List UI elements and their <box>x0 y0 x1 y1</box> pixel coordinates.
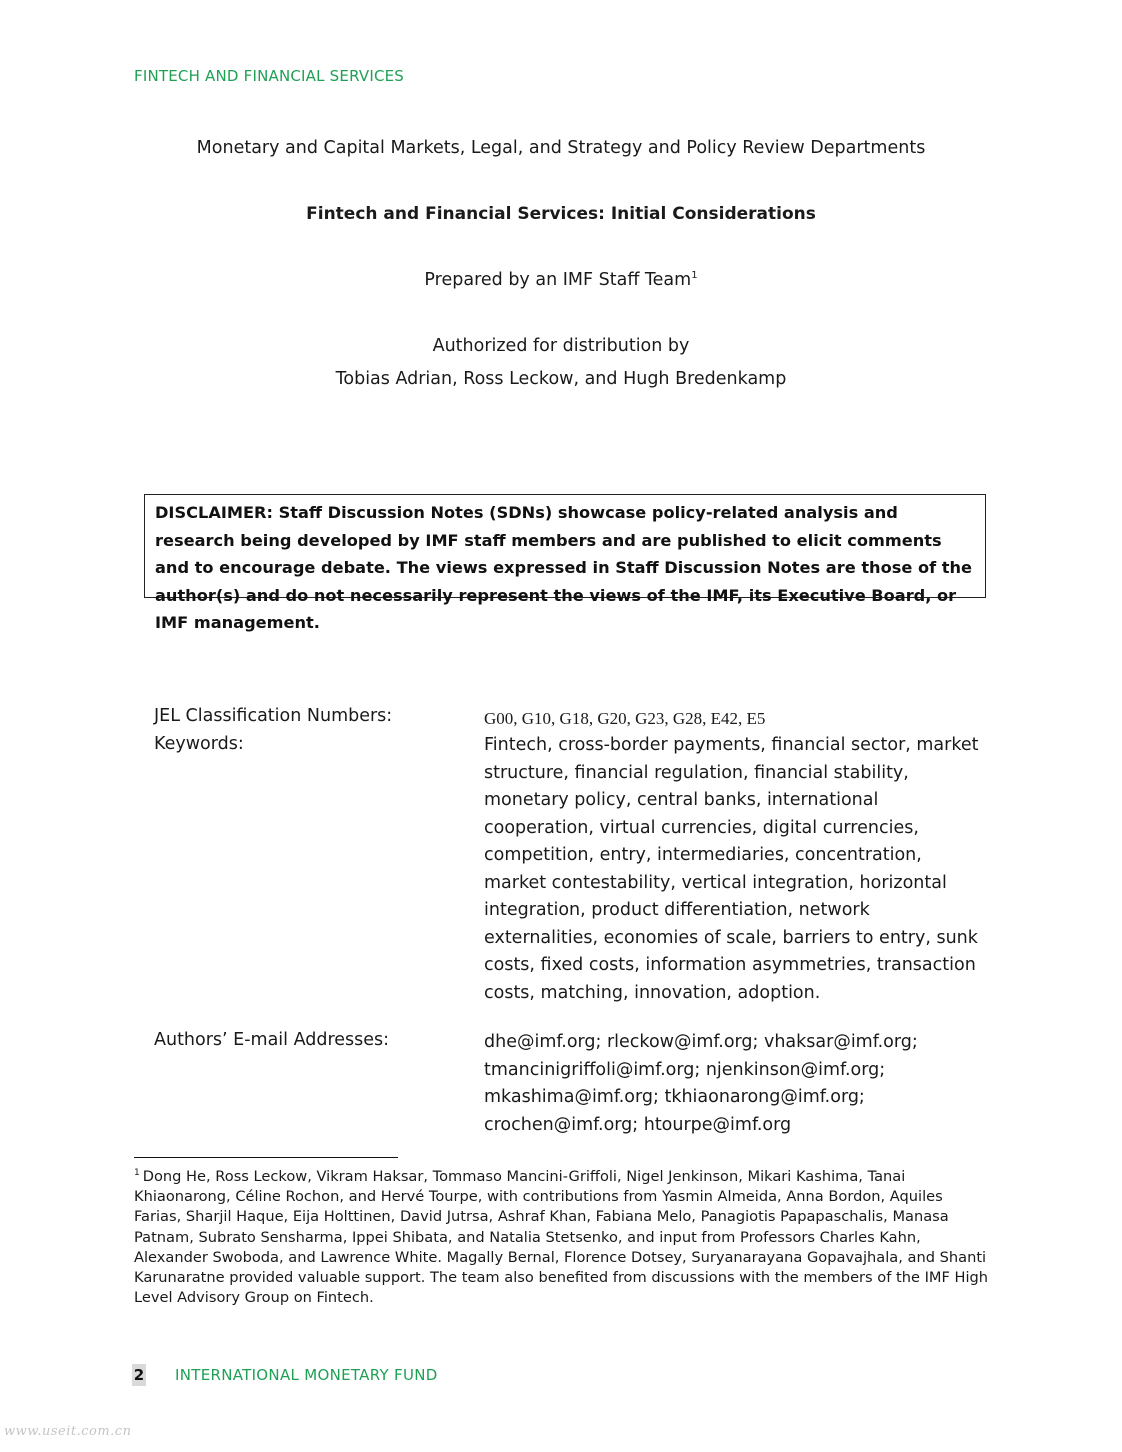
keywords-value: Fintech, cross-border payments, financial sector, market structure, financial regulation, financial stability, monetary policy, central banks, international cooperation, virtual currencies, digital currencies, competition, entry, intermediaries, concentration, market contestability, vertical integration, horizontal integration, product differentiation, network externalities, economies of scale, barriers to entry, sunk costs, fixed costs, information asymmetries, transaction costs, matching, innovation, adoption. <box>484 735 979 1003</box>
footer-organization: INTERNATIONAL MONETARY FUND <box>175 1366 438 1384</box>
running-head: FINTECH AND FINANCIAL SERVICES <box>134 67 405 85</box>
jel-value: G00, G10, G18, G20, G23, G28, E42, E5 <box>484 709 766 728</box>
disclaimer-box: DISCLAIMER: Staff Discussion Notes (SDNs) showcase policy-related analysis and research being developed by IMF staff members and are published to elicit comments and to encourage debate. The views expressed in Staff Discussion Notes are those of the author(s) and do not necessarily represent the views of the IMF, its Executive Board, or IMF management. <box>144 494 986 598</box>
authorized-line: Authorized for distribution by <box>432 336 690 356</box>
footnote-divider <box>134 1157 398 1158</box>
watermark: www.useit.com.cn <box>4 1424 132 1439</box>
departments-line: Monetary and Capital Markets, Legal, and Strategy and Policy Review Departments <box>196 138 926 158</box>
authorizers-line: Tobias Adrian, Ross Leckow, and Hugh Bredenkamp <box>335 369 787 389</box>
footnote-mark: 1 <box>134 1168 140 1179</box>
prepared-by-line <box>0 270 1122 290</box>
keywords-label: Keywords: <box>154 734 244 754</box>
page-number: 2 <box>133 1366 145 1384</box>
jel-label: JEL Classification Numbers: <box>154 706 393 726</box>
document-title: Fintech and Financial Services: Initial Considerations <box>306 204 816 224</box>
footnote <box>134 1167 990 1308</box>
prepared-by-text: Prepared by an IMF Staff Team <box>424 270 692 290</box>
footnote-reference: 1 <box>691 270 698 282</box>
emails-label: Authors’ E-mail Addresses: <box>154 1030 390 1050</box>
footnote-text: Dong He, Ross Leckow, Vikram Haksar, Tommaso Mancini-Griffoli, Nigel Jenkinson, Mikari Kashima, Tanai Khiaonarong, Céline Rochon, and Hervé Tourpe, with contributions from Yasmin Almeida, Anna Bordon, Aquiles Farias, Sharjil Haque, Eija Holttinen, David Jutrsa, Ashraf Khan, Fabiana Melo, Panagiotis Papapaschalis, Manasa Patnam, Subrato Sensharma, Ippei Shibata, and Natalia Stetsenko, and input from Professors Charles Kahn, Alexander Swoboda, and Lawrence White. Magally Bernal, Florence Dotsey, Suryanarayana Gopavajhala, and Shanti Karunaratne provided valuable support. The team also benefited from discussions with the members of the IMF High Level Advisory Group on Fintech. <box>134 1168 989 1307</box>
emails-value: dhe@imf.org; rleckow@imf.org; vhaksar@imf.org; tmancinigriffoli@imf.org; njenkinson@imf.org; mkashima@imf.org; tkhiaonarong@imf.org; crochen@imf.org; htourpe@imf.org <box>484 1032 918 1135</box>
